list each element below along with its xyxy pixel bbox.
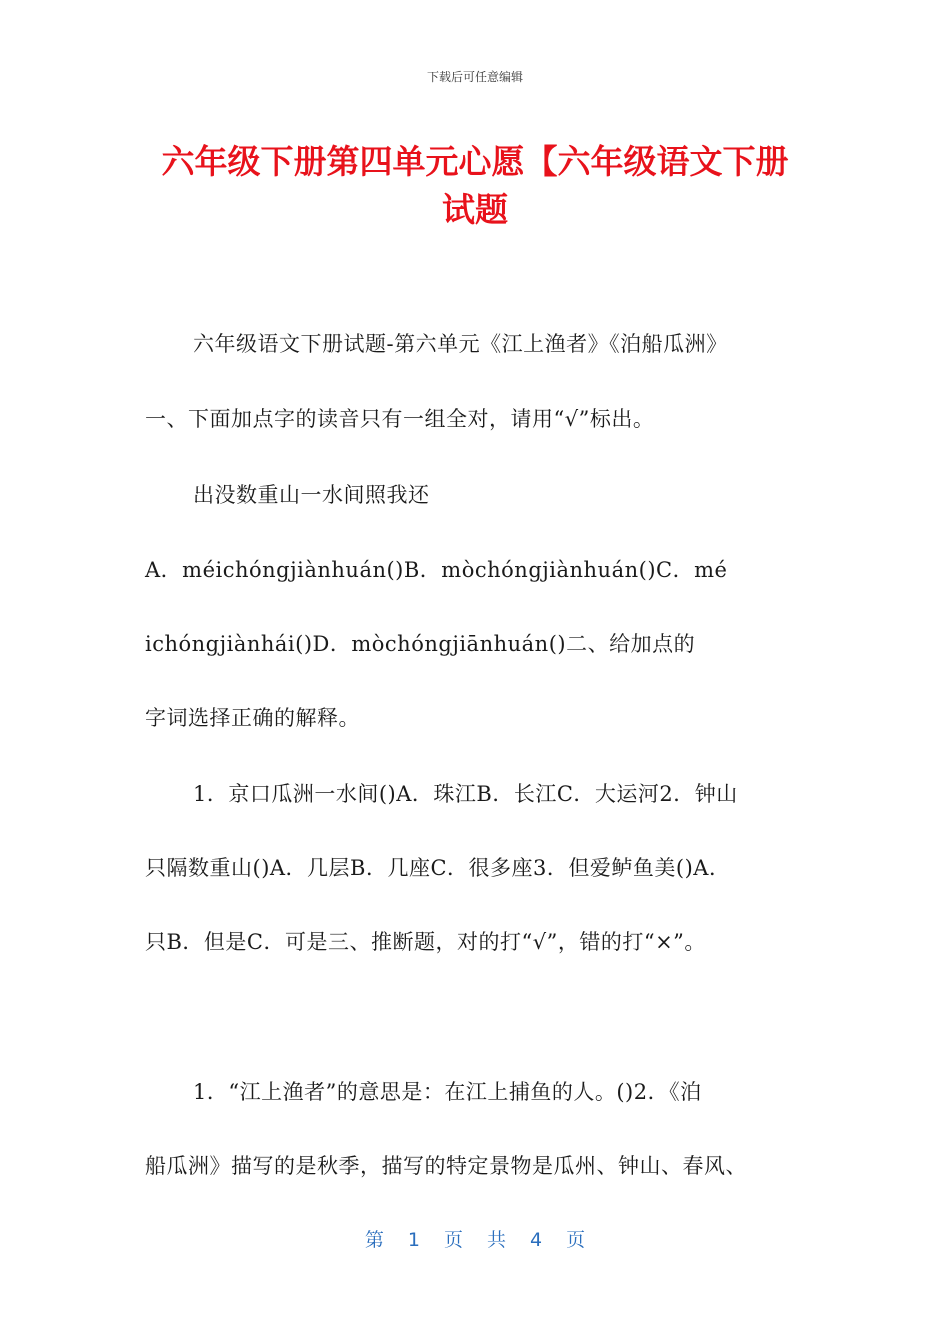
- paragraph-characters: 出没数重山一水间照我还: [193, 483, 430, 507]
- paragraph-question-1: 一、下面加点字的读音只有一组全对，请用“√”标出。: [145, 407, 655, 431]
- title-line-2: 试题: [442, 190, 508, 229]
- paragraph-subtitle: 六年级语文下册试题-第六单元《江上渔者》《泊船瓜洲》: [193, 332, 728, 356]
- page-footer: 第 1 页 共 4 页: [364, 1229, 586, 1251]
- title-line-1: 六年级下册第四单元心愿【六年级语文下册: [161, 142, 789, 181]
- paragraph-question-3-line-1: 1．“江上渔者”的意思是：在江上捕鱼的人。()2．《泊: [193, 1080, 702, 1104]
- paragraph-options-line-1: A．méichóngjiànhuán()B．mòchóngjiànhuán()C．mé: [145, 558, 728, 582]
- paragraph-question-2-line-3: 只B．但是C．可是三、推断题，对的打“√”，错的打“×”。: [145, 930, 706, 954]
- paragraph-question-2-line-2: 只隔数重山()A．几层B．几座C．很多座3．但爱鲈鱼美()A．: [145, 856, 731, 880]
- paragraph-options-line-2: ichóngjiànhái()D．mòchóngjiānhuán()二、给加点的: [145, 632, 696, 656]
- header-note: 下载后可任意编辑: [426, 70, 523, 84]
- document-title: [140, 138, 810, 234]
- paragraph-options-line-3: 字词选择正确的解释。: [145, 706, 360, 730]
- paragraph-question-2-line-1: 1．京口瓜洲一水间()A．珠江B．长江C．大运河2．钟山: [193, 782, 738, 806]
- paragraph-question-3-line-2: 船瓜洲》描写的是秋季，描写的特定景物是瓜州、钟山、春风、: [145, 1154, 747, 1178]
